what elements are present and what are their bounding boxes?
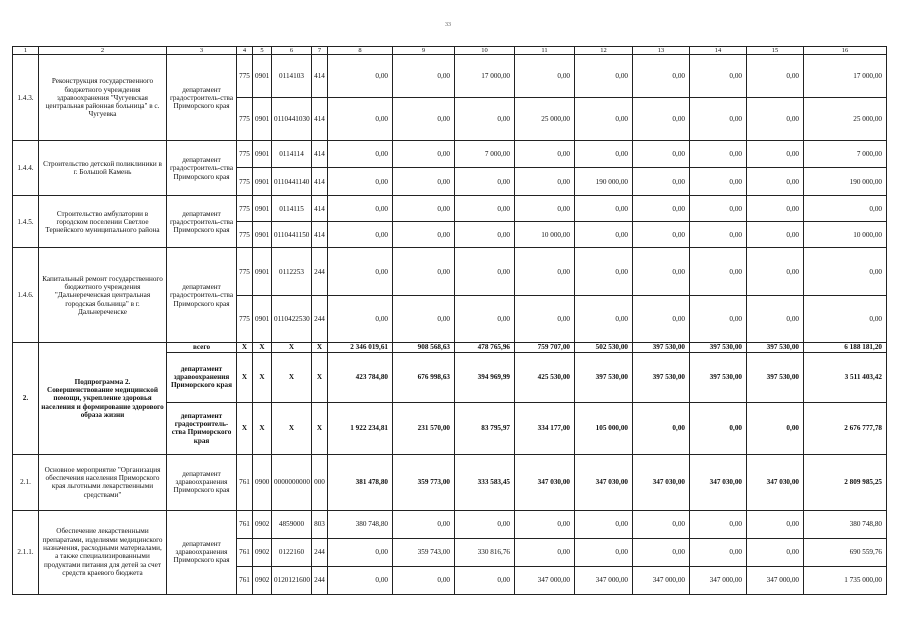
value-cell: 0110441150: [272, 222, 312, 248]
table-row: [13, 343, 887, 352]
value-cell: 0,00: [455, 196, 515, 222]
value-cell: 0,00: [633, 248, 690, 296]
value-cell: 347 000,00: [690, 566, 747, 594]
value-cell: 0,00: [575, 222, 633, 248]
value-cell: 1 735 000,00: [804, 566, 887, 594]
value-cell: X: [237, 352, 253, 402]
column-header: 2: [39, 47, 167, 55]
value-cell: 0,00: [804, 296, 887, 343]
column-header: 5: [253, 47, 272, 55]
value-cell: 0,00: [393, 510, 455, 538]
value-cell: 0,00: [690, 98, 747, 141]
value-cell: 0,00: [747, 510, 804, 538]
value-cell: 502 530,00: [575, 343, 633, 352]
value-cell: 0,00: [328, 248, 393, 296]
value-cell: 2 809 985,25: [804, 454, 887, 510]
value-cell: 0110441030: [272, 98, 312, 141]
value-cell: 0,00: [633, 402, 690, 454]
item-department: департамент градостроитель-ства Приморского края: [167, 55, 237, 141]
item-department: департамент здравоохранения Приморского края: [167, 454, 237, 510]
value-cell: 414: [312, 168, 328, 196]
value-cell: 761: [237, 454, 253, 510]
item-name: Подпрограмма 2. Совершенствование медицинской помощи, укрепление здоровья населения и формирование здорового образа жизни: [39, 343, 167, 454]
value-cell: 0900: [253, 454, 272, 510]
value-cell: 676 998,63: [393, 352, 455, 402]
value-cell: 761: [237, 538, 253, 566]
value-cell: 0,00: [690, 222, 747, 248]
value-cell: 380 748,80: [804, 510, 887, 538]
column-header: 10: [455, 47, 515, 55]
value-cell: 0,00: [690, 55, 747, 98]
value-cell: 0,00: [515, 196, 575, 222]
value-cell: 0,00: [328, 196, 393, 222]
value-cell: 0901: [253, 168, 272, 196]
value-cell: 775: [237, 296, 253, 343]
column-header: 15: [747, 47, 804, 55]
value-cell: 0,00: [690, 141, 747, 168]
column-header: 11: [515, 47, 575, 55]
value-cell: 0,00: [633, 168, 690, 196]
table-row: [13, 141, 887, 168]
value-cell: 347 030,00: [747, 454, 804, 510]
value-cell: 0,00: [575, 510, 633, 538]
item-department: департамент градостроитель-ства Приморского края: [167, 248, 237, 343]
column-header: 14: [690, 47, 747, 55]
value-cell: 10 000,00: [515, 222, 575, 248]
value-cell: 83 795,97: [455, 402, 515, 454]
value-cell: 0,00: [747, 538, 804, 566]
value-cell: X: [253, 352, 272, 402]
value-cell: 761: [237, 566, 253, 594]
value-cell: 0,00: [515, 538, 575, 566]
value-cell: 761: [237, 510, 253, 538]
value-cell: 775: [237, 222, 253, 248]
value-cell: 425 530,00: [515, 352, 575, 402]
value-cell: X: [312, 352, 328, 402]
value-cell: 0,00: [393, 248, 455, 296]
column-header: 7: [312, 47, 328, 55]
value-cell: 0,00: [804, 248, 887, 296]
value-cell: 6 188 181,20: [804, 343, 887, 352]
value-cell: 244: [312, 566, 328, 594]
table-row: [13, 55, 887, 98]
item-name: Реконструкция государственного бюджетного учреждения здравоохранения "Чугуевская центральная районная больница" в с. Чугуевка: [39, 55, 167, 141]
value-cell: 0,00: [393, 296, 455, 343]
item-name: Строительство детской поликлиники в г. Большой Камень: [39, 141, 167, 196]
value-cell: 0,00: [633, 196, 690, 222]
value-cell: 0,00: [393, 222, 455, 248]
value-cell: 414: [312, 98, 328, 141]
value-cell: 0,00: [455, 98, 515, 141]
budget-table: [12, 46, 887, 595]
value-cell: 4859000: [272, 510, 312, 538]
value-cell: 244: [312, 538, 328, 566]
value-cell: 0,00: [633, 141, 690, 168]
value-cell: 414: [312, 222, 328, 248]
item-code: 1.4.3.: [13, 55, 39, 141]
value-cell: X: [272, 343, 312, 352]
value-cell: X: [237, 343, 253, 352]
item-code: 2.: [13, 343, 39, 454]
value-cell: 0,00: [690, 510, 747, 538]
value-cell: 0901: [253, 296, 272, 343]
value-cell: 0114114: [272, 141, 312, 168]
value-cell: 0901: [253, 248, 272, 296]
item-department: всего: [167, 343, 237, 352]
value-cell: 0,00: [747, 248, 804, 296]
value-cell: 1 922 234,81: [328, 402, 393, 454]
value-cell: 0112253: [272, 248, 312, 296]
value-cell: 775: [237, 248, 253, 296]
value-cell: 359 743,00: [393, 538, 455, 566]
column-header: 6: [272, 47, 312, 55]
value-cell: 0114103: [272, 55, 312, 98]
value-cell: 244: [312, 296, 328, 343]
value-cell: 397 530,00: [690, 343, 747, 352]
value-cell: 414: [312, 196, 328, 222]
item-department: департамент градостроитель-ства Приморского края: [167, 196, 237, 248]
value-cell: 381 478,80: [328, 454, 393, 510]
value-cell: 359 773,00: [393, 454, 455, 510]
column-header: 13: [633, 47, 690, 55]
value-cell: 0,00: [575, 55, 633, 98]
value-cell: 0,00: [747, 402, 804, 454]
value-cell: 0,00: [575, 248, 633, 296]
value-cell: 0,00: [575, 141, 633, 168]
value-cell: 397 530,00: [690, 352, 747, 402]
value-cell: 17 000,00: [804, 55, 887, 98]
value-cell: 333 583,45: [455, 454, 515, 510]
item-department: департамент здравоохранения Приморского края: [167, 510, 237, 594]
page-number: 33: [445, 22, 451, 28]
value-cell: 0,00: [328, 141, 393, 168]
value-cell: 231 570,00: [393, 402, 455, 454]
value-cell: 0,00: [690, 168, 747, 196]
value-cell: 0901: [253, 222, 272, 248]
value-cell: 0,00: [393, 98, 455, 141]
value-cell: 0,00: [575, 98, 633, 141]
value-cell: 0,00: [393, 55, 455, 98]
value-cell: 0,00: [747, 168, 804, 196]
value-cell: 397 530,00: [747, 352, 804, 402]
value-cell: 0901: [253, 55, 272, 98]
value-cell: 0,00: [633, 55, 690, 98]
value-cell: 0,00: [328, 566, 393, 594]
value-cell: 190 000,00: [804, 168, 887, 196]
value-cell: 0,00: [575, 296, 633, 343]
value-cell: 0,00: [515, 55, 575, 98]
value-cell: 10 000,00: [804, 222, 887, 248]
table-row: [13, 510, 887, 538]
table-row: [13, 47, 887, 55]
column-header: 9: [393, 47, 455, 55]
value-cell: 0,00: [633, 98, 690, 141]
value-cell: 0122160: [272, 538, 312, 566]
value-cell: 0,00: [393, 566, 455, 594]
value-cell: 0,00: [515, 510, 575, 538]
value-cell: 775: [237, 55, 253, 98]
value-cell: 0,00: [633, 510, 690, 538]
value-cell: 347 030,00: [633, 454, 690, 510]
value-cell: 347 000,00: [633, 566, 690, 594]
value-cell: 0,00: [575, 196, 633, 222]
value-cell: X: [237, 402, 253, 454]
value-cell: 0,00: [575, 538, 633, 566]
item-code: 2.1.1.: [13, 510, 39, 594]
value-cell: 759 707,00: [515, 343, 575, 352]
value-cell: 0,00: [515, 248, 575, 296]
value-cell: 0901: [253, 141, 272, 168]
value-cell: 347 000,00: [515, 566, 575, 594]
value-cell: 397 530,00: [747, 343, 804, 352]
item-department: департамент градостроитель-ства Приморского края: [167, 402, 237, 454]
value-cell: 775: [237, 141, 253, 168]
value-cell: 397 530,00: [575, 352, 633, 402]
column-header: 3: [167, 47, 237, 55]
value-cell: 0,00: [328, 222, 393, 248]
value-cell: 0,00: [328, 168, 393, 196]
value-cell: X: [312, 343, 328, 352]
value-cell: 0,00: [633, 538, 690, 566]
value-cell: 0110422530: [272, 296, 312, 343]
value-cell: 0901: [253, 98, 272, 141]
table-row: [13, 248, 887, 296]
value-cell: 0,00: [690, 196, 747, 222]
value-cell: X: [253, 343, 272, 352]
item-code: 1.4.4.: [13, 141, 39, 196]
value-cell: 0,00: [747, 55, 804, 98]
value-cell: 0,00: [690, 296, 747, 343]
value-cell: 0,00: [328, 98, 393, 141]
value-cell: 397 530,00: [633, 352, 690, 402]
item-name: Обеспечение лекарственными препаратами, изделиями медицинского назначения, расходными материалами, а также специализированными продуктами питания для детей за счет средств краевого бюджета: [39, 510, 167, 594]
value-cell: X: [272, 402, 312, 454]
value-cell: 0,00: [633, 222, 690, 248]
value-cell: 190 000,00: [575, 168, 633, 196]
value-cell: 0,00: [515, 141, 575, 168]
column-header: 1: [13, 47, 39, 55]
value-cell: 25 000,00: [515, 98, 575, 141]
value-cell: 0,00: [515, 296, 575, 343]
value-cell: X: [272, 352, 312, 402]
value-cell: 0,00: [455, 168, 515, 196]
item-name: Строительство амбулатории в городском поселении Светлое Тернейского муниципального района: [39, 196, 167, 248]
value-cell: 0,00: [455, 222, 515, 248]
value-cell: 0,00: [747, 222, 804, 248]
value-cell: 347 030,00: [575, 454, 633, 510]
value-cell: 0,00: [393, 141, 455, 168]
value-cell: 0,00: [455, 566, 515, 594]
value-cell: 334 177,00: [515, 402, 575, 454]
value-cell: 0,00: [690, 402, 747, 454]
value-cell: 414: [312, 141, 328, 168]
value-cell: 0902: [253, 538, 272, 566]
column-header: 16: [804, 47, 887, 55]
table-row: [13, 196, 887, 222]
value-cell: 2 676 777,78: [804, 402, 887, 454]
value-cell: 0,00: [633, 296, 690, 343]
value-cell: 7 000,00: [804, 141, 887, 168]
value-cell: 0,00: [515, 168, 575, 196]
item-code: 1.4.6.: [13, 248, 39, 343]
value-cell: 423 784,80: [328, 352, 393, 402]
value-cell: 775: [237, 98, 253, 141]
value-cell: 908 568,63: [393, 343, 455, 352]
column-header: 8: [328, 47, 393, 55]
value-cell: 0,00: [393, 196, 455, 222]
value-cell: 347 030,00: [515, 454, 575, 510]
value-cell: 25 000,00: [804, 98, 887, 141]
item-name: Капитальный ремонт государственного бюджетного учреждения "Дальнереченская центральная городская больница" в г. Дальнереченске: [39, 248, 167, 343]
value-cell: 0,00: [455, 296, 515, 343]
value-cell: 0000000000: [272, 454, 312, 510]
value-cell: 0,00: [393, 168, 455, 196]
value-cell: 380 748,80: [328, 510, 393, 538]
column-header: 12: [575, 47, 633, 55]
value-cell: X: [253, 402, 272, 454]
value-cell: 347 030,00: [690, 454, 747, 510]
value-cell: 0,00: [747, 196, 804, 222]
value-cell: 2 346 019,61: [328, 343, 393, 352]
value-cell: 0,00: [328, 538, 393, 566]
value-cell: 7 000,00: [455, 141, 515, 168]
item-name: Основное мероприятие "Организация обеспечения населения Приморского края льготными лекарственными средствами": [39, 454, 167, 510]
value-cell: 0902: [253, 566, 272, 594]
value-cell: 0,00: [328, 55, 393, 98]
value-cell: 0901: [253, 196, 272, 222]
value-cell: 0,00: [804, 196, 887, 222]
value-cell: 0,00: [455, 248, 515, 296]
value-cell: 0,00: [747, 141, 804, 168]
value-cell: 0120121600: [272, 566, 312, 594]
value-cell: 0,00: [747, 296, 804, 343]
item-code: 2.1.: [13, 454, 39, 510]
value-cell: 414: [312, 55, 328, 98]
value-cell: 17 000,00: [455, 55, 515, 98]
item-code: 1.4.5.: [13, 196, 39, 248]
value-cell: 244: [312, 248, 328, 296]
item-department: департамент здравоохранения Приморского края: [167, 352, 237, 402]
value-cell: 3 511 403,42: [804, 352, 887, 402]
value-cell: 105 000,00: [575, 402, 633, 454]
value-cell: 775: [237, 196, 253, 222]
table-body: [13, 47, 887, 595]
value-cell: 0,00: [747, 98, 804, 141]
value-cell: 0,00: [690, 538, 747, 566]
value-cell: 478 765,96: [455, 343, 515, 352]
value-cell: 347 000,00: [575, 566, 633, 594]
value-cell: 0902: [253, 510, 272, 538]
value-cell: 775: [237, 168, 253, 196]
value-cell: 397 530,00: [633, 343, 690, 352]
table-row: [13, 454, 887, 510]
value-cell: 0114115: [272, 196, 312, 222]
value-cell: 330 816,76: [455, 538, 515, 566]
value-cell: 347 000,00: [747, 566, 804, 594]
value-cell: 394 969,99: [455, 352, 515, 402]
value-cell: 0,00: [328, 296, 393, 343]
column-header: 4: [237, 47, 253, 55]
value-cell: X: [312, 402, 328, 454]
value-cell: 0110441140: [272, 168, 312, 196]
value-cell: 0,00: [690, 248, 747, 296]
value-cell: 690 559,76: [804, 538, 887, 566]
item-department: департамент градостроитель-ства Приморского края: [167, 141, 237, 196]
value-cell: 0,00: [455, 510, 515, 538]
value-cell: 000: [312, 454, 328, 510]
value-cell: 803: [312, 510, 328, 538]
